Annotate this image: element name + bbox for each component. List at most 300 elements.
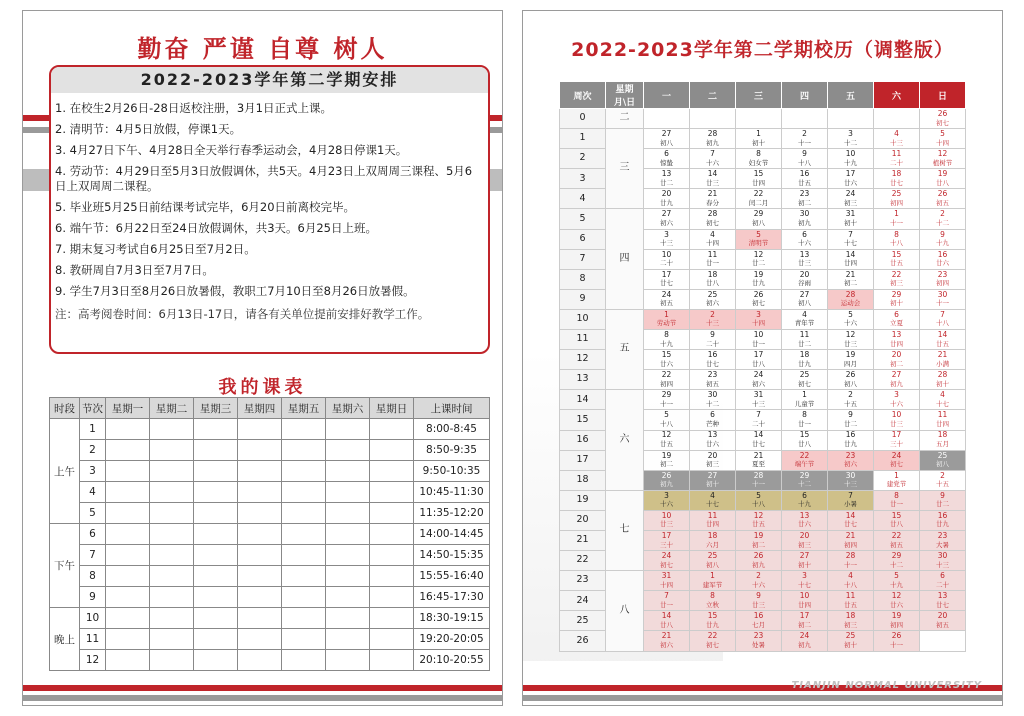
calendar-day [736,149,782,169]
course-slot[interactable] [194,587,238,608]
course-slot[interactable] [282,419,326,440]
lunar-label: 廿六 [890,600,903,609]
deco-stripe [523,695,1002,701]
calendar-day [920,109,966,129]
lunar-label: 十三 [706,319,719,328]
course-slot[interactable] [326,587,370,608]
calendar-day [920,289,966,309]
calendar-day [690,530,736,550]
calendar-day [644,390,690,410]
day-number: 21 [661,631,672,641]
lesson-time: 18:30-19:15 [414,608,490,629]
course-slot[interactable] [282,587,326,608]
day-number: 30 [937,551,948,561]
lunar-label: 初六 [660,640,673,649]
day-number: 1 [756,129,761,139]
day-number: 4 [710,229,715,239]
course-slot[interactable] [326,650,370,671]
calendar-day [920,269,966,289]
course-slot[interactable] [282,608,326,629]
calendar-day [782,189,828,209]
course-slot[interactable] [150,650,194,671]
course-slot[interactable] [194,419,238,440]
lunar-label: 廿三 [798,259,811,268]
day-number: 30 [845,470,856,480]
day-number: 10 [891,410,902,420]
course-slot[interactable] [150,482,194,503]
calendar-day [828,470,874,490]
day-number: 15 [891,249,902,259]
lunar-label: 廿五 [844,600,857,609]
course-slot[interactable] [150,587,194,608]
day-number: 15 [707,611,718,621]
calendar-day [782,430,828,450]
calendar-day [736,510,782,530]
course-row [50,566,490,587]
calendar-day [736,109,782,129]
course-row [50,503,490,524]
calendar-day [828,450,874,470]
calendar-day [920,470,966,490]
calendar-day [828,430,874,450]
lunar-label: 十八 [752,500,765,509]
course-slot[interactable] [238,629,282,650]
course-slot[interactable] [370,440,414,461]
calendar-day [782,530,828,550]
lesson-number: 6 [80,524,106,545]
day-number: 10 [661,510,672,520]
day-number: 11 [707,510,718,520]
course-slot[interactable] [282,461,326,482]
course-slot[interactable] [370,461,414,482]
calendar-day [690,249,736,269]
calendar-day [644,530,690,550]
course-slot[interactable] [106,482,150,503]
calendar-day [644,510,690,530]
calendar-day [828,189,874,209]
calendar-header-cell: 三 [736,82,782,109]
course-slot[interactable] [194,482,238,503]
course-slot[interactable] [106,608,150,629]
calendar-day [920,370,966,390]
lunar-label: 廿三 [752,600,765,609]
course-slot[interactable] [238,440,282,461]
course-slot[interactable] [106,650,150,671]
day-number: 3 [664,490,669,500]
deco-stripe [23,685,502,691]
calendar-day [690,510,736,530]
calendar-day [828,169,874,189]
lunar-label: 春分 [706,198,719,207]
lunar-label: 初四 [660,379,673,388]
course-row [50,629,490,650]
course-slot[interactable] [238,566,282,587]
lunar-label: 十八 [844,580,857,589]
course-slot[interactable] [194,524,238,545]
course-slot[interactable] [194,440,238,461]
course-row [50,608,490,629]
lunar-label: 十二 [890,560,903,569]
calendar-day [644,309,690,329]
calendar-day [874,370,920,390]
period-label: 上午 [50,419,80,524]
lunar-label: 初八 [706,560,719,569]
day-number: 3 [664,229,669,239]
lunar-label: 初三 [844,620,857,629]
week-number: 24 [560,591,606,611]
day-number: 24 [799,631,810,641]
course-slot[interactable] [238,587,282,608]
lunar-label: 初二 [890,359,903,368]
calendar-header-cell: 一 [644,82,690,109]
course-slot[interactable] [106,461,150,482]
course-slot[interactable] [282,440,326,461]
calendar-day [782,109,828,129]
month-label: 四 [606,209,644,309]
day-number: 26 [661,470,672,480]
day-number: 25 [707,551,718,561]
calendar-day [874,530,920,550]
lunar-label: 初六 [660,219,673,228]
day-number: 22 [661,370,672,380]
course-slot[interactable] [282,629,326,650]
course-slot[interactable] [238,482,282,503]
lunar-label: 十九 [660,339,673,348]
calendar-day [644,109,690,129]
course-row [50,419,490,440]
course-slot[interactable] [106,440,150,461]
course-slot[interactable] [282,482,326,503]
course-slot[interactable] [370,587,414,608]
day-number: 23 [753,631,764,641]
day-number: 28 [707,209,718,219]
week-number: 26 [560,631,606,651]
course-slot[interactable] [370,503,414,524]
day-number: 15 [753,169,764,179]
lunar-label: 初八 [844,379,857,388]
course-slot[interactable] [370,482,414,503]
lesson-number: 12 [80,650,106,671]
day-number: 8 [894,490,899,500]
lunar-label: 十四 [936,138,949,147]
day-number: 3 [756,309,761,319]
course-slot[interactable] [282,503,326,524]
course-slot[interactable] [150,566,194,587]
course-slot[interactable] [238,461,282,482]
calendar-day [782,209,828,229]
day-number: 19 [891,611,902,621]
course-slot[interactable] [326,608,370,629]
course-slot[interactable] [106,566,150,587]
calendar-day [690,611,736,631]
calendar-day [874,430,920,450]
calendar-day [828,530,874,550]
course-slot[interactable] [150,608,194,629]
calendar-day [644,169,690,189]
day-number: 14 [707,169,718,179]
calendar-day [920,189,966,209]
lunar-label: 廿七 [844,520,857,529]
day-number: 2 [756,571,761,581]
calendar-day [644,631,690,651]
calendar-day [736,551,782,571]
day-number: 25 [937,450,948,460]
course-slot[interactable] [194,650,238,671]
day-number: 18 [845,611,856,621]
day-number: 12 [937,149,948,159]
day-number: 17 [845,169,856,179]
lunar-label: 廿二 [752,259,765,268]
course-slot[interactable] [238,608,282,629]
course-slot[interactable] [326,545,370,566]
lunar-label: 廿六 [706,440,719,449]
calendar-day [690,390,736,410]
lunar-label: 十一 [798,138,811,147]
lunar-label: 清明节 [748,239,769,248]
course-slot[interactable] [238,524,282,545]
lunar-label: 初十 [706,480,719,489]
day-number: 12 [661,430,672,440]
course-slot[interactable] [106,524,150,545]
course-slot[interactable] [282,524,326,545]
lunar-label: 廿二 [798,339,811,348]
calendar-day [644,410,690,430]
calendar-day [736,490,782,510]
lunar-label: 十三 [752,399,765,408]
course-slot[interactable] [106,419,150,440]
lunar-label: 十九 [936,239,949,248]
calendar-day [782,631,828,651]
day-number: 17 [799,611,810,621]
day-number: 15 [799,430,810,440]
lunar-label: 十七 [936,399,949,408]
course-slot[interactable] [326,524,370,545]
calendar-day [828,209,874,229]
calendar-day [644,289,690,309]
course-slot[interactable] [238,503,282,524]
course-slot[interactable] [370,629,414,650]
course-header-cell: 星期二 [150,398,194,419]
day-number: 25 [799,370,810,380]
course-slot[interactable] [370,608,414,629]
lunar-label: 廿三 [890,419,903,428]
week-number: 10 [560,309,606,329]
day-number: 21 [845,530,856,540]
lunar-label: 初五 [660,299,673,308]
course-slot[interactable] [326,566,370,587]
course-slot[interactable] [194,503,238,524]
course-slot[interactable] [238,545,282,566]
lunar-label: 廿二 [844,419,857,428]
course-slot[interactable] [326,629,370,650]
day-number: 28 [845,551,856,561]
lunar-label: 六月 [706,540,719,549]
day-number: 17 [891,430,902,440]
calendar-day [690,330,736,350]
week-number: 9 [560,289,606,309]
calendar-day [690,169,736,189]
day-number: 2 [710,309,715,319]
course-row [50,524,490,545]
lunar-label: 初二 [660,460,673,469]
calendar-day [782,249,828,269]
calendar-header-cell: 二 [690,82,736,109]
calendar-day [736,189,782,209]
calendar-day [690,370,736,390]
lesson-time: 14:00-14:45 [414,524,490,545]
course-slot[interactable] [370,650,414,671]
lunar-label: 廿七 [660,279,673,288]
day-number: 31 [845,209,856,219]
course-slot[interactable] [150,545,194,566]
course-slot[interactable] [194,566,238,587]
lunar-label: 端午节 [794,460,815,469]
lunar-label: 廿一 [890,500,903,509]
calendar-week-row [560,109,966,129]
calendar-day [644,149,690,169]
calendar-title: 2022-2023学年第二学期校历（调整版） [571,39,954,61]
course-slot[interactable] [194,629,238,650]
day-number: 30 [937,289,948,299]
calendar-day [644,551,690,571]
calendar-day [828,350,874,370]
lesson-number: 9 [80,587,106,608]
day-number: 7 [664,591,669,601]
lunar-label: 廿九 [660,198,673,207]
calendar-day [690,309,736,329]
day-number: 5 [940,129,945,139]
course-slot[interactable] [106,629,150,650]
course-slot[interactable] [150,440,194,461]
lunar-label: 夏至 [752,460,765,469]
day-number: 18 [707,530,718,540]
day-number: 12 [845,329,856,339]
week-number: 23 [560,571,606,591]
course-slot[interactable] [106,545,150,566]
calendar-day [920,611,966,631]
lunar-label: 廿六 [798,520,811,529]
lunar-label: 初四 [936,279,949,288]
lunar-label: 芒种 [706,419,719,428]
calendar-day [920,149,966,169]
course-slot[interactable] [194,545,238,566]
calendar-day [736,390,782,410]
course-slot[interactable] [326,503,370,524]
week-number: 2 [560,149,606,169]
course-slot[interactable] [370,524,414,545]
calendar-header-row [560,82,966,109]
calendar-day [920,530,966,550]
course-slot[interactable] [150,503,194,524]
calendar-day [644,490,690,510]
course-slot[interactable] [238,650,282,671]
course-slot[interactable] [106,587,150,608]
day-number: 31 [753,390,764,400]
day-number: 4 [710,490,715,500]
calendar-day [920,430,966,450]
course-slot[interactable] [238,419,282,440]
calendar-day [920,350,966,370]
day-number: 13 [707,430,718,440]
lunar-label: 初十 [844,640,857,649]
day-number: 26 [891,631,902,641]
day-number: 17 [661,530,672,540]
course-slot[interactable] [370,419,414,440]
calendar-day [644,611,690,631]
calendar-day [736,309,782,329]
course-slot[interactable] [370,545,414,566]
lunar-label: 初二 [798,198,811,207]
day-number: 2 [940,209,945,219]
course-slot[interactable] [282,545,326,566]
lunar-label: 四月 [844,359,857,368]
course-slot[interactable] [150,419,194,440]
calendar-day [782,571,828,591]
day-number: 6 [710,410,715,420]
day-number: 1 [894,209,899,219]
lunar-label: 妇女节 [748,158,769,167]
course-slot[interactable] [326,419,370,440]
lunar-label: 十八 [798,158,811,167]
course-slot[interactable] [150,461,194,482]
lunar-label: 初三 [798,540,811,549]
arrangement-item: 1. 在校生2月26日-28日返校注册，3月1日正式上课。 [55,101,332,115]
course-slot[interactable] [150,524,194,545]
calendar-day [874,289,920,309]
lunar-label: 十八 [660,419,673,428]
calendar-day [828,330,874,350]
lunar-label: 十二 [798,480,811,489]
day-number: 29 [891,551,902,561]
day-number: 25 [845,631,856,641]
arrangement-item: 3. 4月27日下午、4月28日全天举行春季运动会，4月28日停课1天。 [55,143,408,157]
lunar-label: 十九 [798,500,811,509]
day-number: 2 [802,129,807,139]
day-number: 9 [802,149,807,159]
course-slot[interactable] [194,461,238,482]
day-number: 16 [937,249,948,259]
course-slot[interactable] [370,566,414,587]
calendar-day [736,450,782,470]
day-number: 7 [848,490,853,500]
lunar-label: 建党节 [886,480,907,489]
lunar-label: 十二 [936,219,949,228]
course-slot[interactable] [106,503,150,524]
lunar-label: 十六 [844,319,857,328]
course-slot[interactable] [326,482,370,503]
course-slot[interactable] [326,461,370,482]
lunar-label: 初七 [890,460,903,469]
course-slot[interactable] [282,650,326,671]
course-slot[interactable] [194,608,238,629]
course-slot[interactable] [282,566,326,587]
lunar-label: 处暑 [752,640,765,649]
day-number: 13 [937,591,948,601]
calendar-day [782,370,828,390]
lunar-label: 初八 [936,460,949,469]
course-slot[interactable] [150,629,194,650]
day-number: 9 [756,591,761,601]
lunar-label: 劳动节 [656,319,677,328]
lesson-time: 20:10-20:55 [414,650,490,671]
day-number: 11 [937,410,948,420]
arrangement-item: 8. 教研周自7月3日至7月7日。 [55,263,214,277]
calendar-day [782,350,828,370]
lunar-label: 十七 [798,580,811,589]
lunar-label: 三十 [660,540,673,549]
course-header-cell: 星期四 [238,398,282,419]
course-slot[interactable] [326,440,370,461]
